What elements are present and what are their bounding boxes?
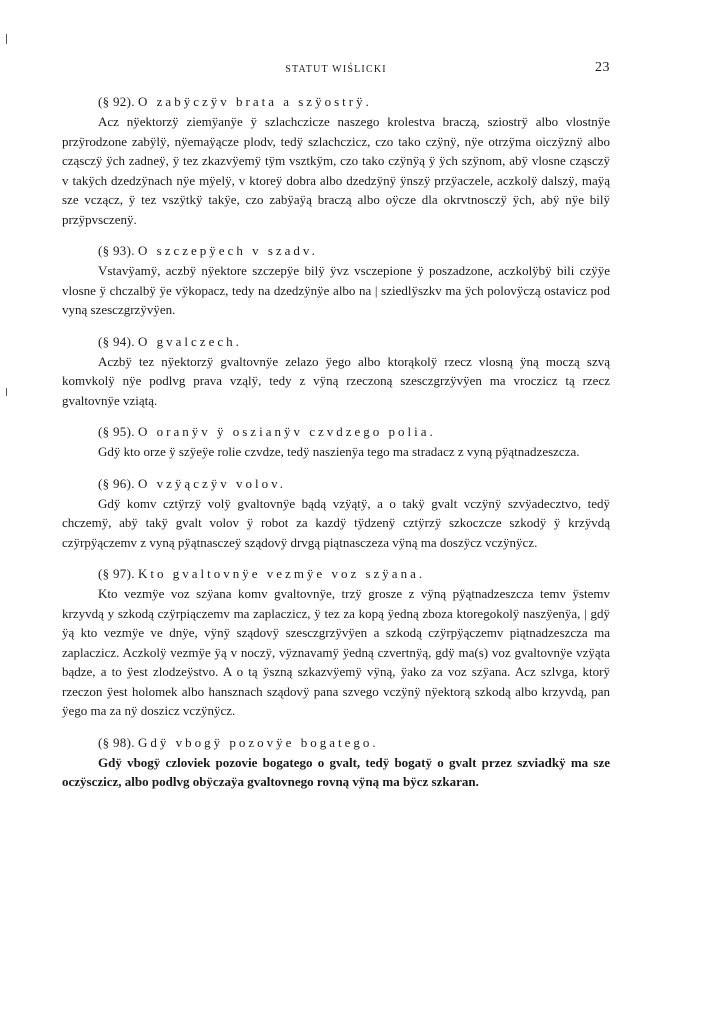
section-title: O zabÿczÿv brata a szÿostrÿ. — [138, 94, 372, 109]
section-94 — [62, 332, 610, 411]
section-heading — [98, 92, 610, 112]
section-heading — [98, 474, 610, 494]
section-heading — [98, 332, 610, 352]
page-number: 23 — [595, 60, 610, 75]
section-heading — [98, 241, 610, 261]
margin-mark-middle — [6, 388, 7, 396]
section-98 — [62, 733, 610, 792]
section-heading — [98, 422, 610, 442]
document-page — [62, 58, 610, 792]
section-number: (§ 93). — [98, 243, 135, 258]
section-text: Aczbÿ tez nÿektorzÿ gvaltovnÿe zelazo ÿego albo ktorąkolÿ rzecz vlosną ÿną moczą szvą komvkolÿ nÿe podlvg prava vząlÿ, tedy z vÿną rzeczoną szesczgrzÿvÿen ma vroczicz tą rzecz gvaltovnÿe vziątą. — [62, 353, 610, 408]
section-title: O szczepÿech v szadv. — [138, 243, 318, 258]
section-heading — [98, 733, 610, 753]
section-title: O oranÿv ÿ oszianÿv czvdzego polia. — [138, 424, 436, 439]
running-head — [62, 58, 610, 80]
section-title: Kto gvaltovnÿe vezmÿe voz szÿana. — [138, 566, 426, 581]
section-text: Gdÿ vbogÿ czloviek pozovie bogatego o gvalt, tedÿ bogatÿ o gvalt przez szviadkÿ ma sze oczÿsczicz, albo podlvg obÿczaÿa gvaltovnego rovną vÿną ma bÿcz szkaran. — [62, 754, 610, 789]
section-text: Vstavÿamÿ, aczbÿ nÿektore szczepÿe bilÿ ÿvz vsczepione ÿ poszadzone, aczkolÿbÿ bili czÿÿe vlosne ÿ chczalbÿ ÿe vÿkopacz, tedy na dzedzÿnÿe albo na | sziedlÿszkv ma ÿch polovÿczą ostavicz pod vyną szesczgrzÿvÿen. — [62, 263, 610, 317]
section-92 — [62, 92, 610, 229]
section-text: Acz nÿektorzÿ ziemÿanÿe ÿ szlachczicze naszego krolestva braczą, sziostrÿ albo vlostnÿe przÿrodzone zabÿlÿ, nÿemaÿącze plodv, tedÿ szlachczicz, czo tako czÿnÿ, nÿe otrzÿma oiczÿznÿ albo cząsczÿ ÿch zadneÿ, ÿ tez zkazvÿemÿ tÿm vsztkÿm, czo tako czÿnÿą ÿ ÿch szÿnom, abÿ vlosne cząsczÿ v takÿch dzedzÿnach nÿe mÿelÿ, v ktoreÿ dobra albo dzedzÿnÿ ÿnszÿ przÿaczele, aczkolÿ dalszÿ, maÿą sze vcząсz, ÿ tez vszÿtkÿ takÿe, czo zabÿaÿą braczą albo oÿcze dla okrvtnosczÿ ÿch, abÿ nÿe bilÿ przÿpvsczenÿ. — [62, 114, 610, 227]
section-93 — [62, 241, 610, 320]
section-number: (§ 98). — [98, 734, 135, 750]
section-title: O vzÿączÿv volov. — [138, 475, 287, 491]
section-number: (§ 97). — [98, 566, 135, 581]
running-head-title: STATUT WIŚLICKI — [285, 64, 387, 75]
section-text: Gdÿ kto orze ÿ szÿeÿe rolie czvdze, tedÿ naszienÿa tego ma stradacz z vyną pÿątnadzeszcza. — [98, 444, 580, 459]
section-number: (§ 92). — [98, 94, 135, 109]
section-text: Kto vezmÿe voz szÿana komv gvaltovnÿe, trzÿ grosze z vÿną pÿątnadzeszcza temv ÿstemv krzyvdą y szkodą czÿrpiączemv ma zaplaczicz, ÿ tez za kopą ÿedną zboza ktoregokolÿ naszÿenÿa, | gdÿ ÿą kto vezmÿe ve dnÿe, vÿnÿ sządovÿ szesczgrzÿvÿen a szkodą czÿrpÿączemv piątnadzeszcza ma zaplaczicz. Aczkolÿ vezmÿe ÿą v noczÿ, vÿznavamÿ ÿedną czvertnÿą, gdÿ ma(s) voz gvaltovnÿe vzÿąta bądze, a to ÿest zlodzeÿstvo. A o tą ÿszną szkazvÿemÿ vÿną, ÿako za voz szÿana. Acz szlvga, ktorÿ rzeczon ÿest holomek albo hansznach sządovÿ pana szvego vczÿnÿ nÿektorą szkodą albo krzyvdą, pan ÿego ma za nÿ doszicz vczÿnÿcz. — [62, 586, 610, 718]
section-number: (§ 96). — [98, 475, 135, 491]
section-title: Gdÿ vbogÿ pozovÿe bogatego. — [138, 734, 379, 750]
section-number: (§ 94). — [98, 333, 135, 349]
section-96 — [62, 474, 610, 553]
section-heading — [98, 564, 610, 584]
section-97 — [62, 564, 610, 721]
section-95 — [62, 422, 610, 462]
section-title: O gvalczech. — [138, 333, 242, 349]
section-number: (§ 95). — [98, 424, 135, 439]
section-text: Gdÿ komv cztÿrzÿ volÿ gvaltovnÿe bądą vzÿątÿ, a o takÿ gvalt vczÿnÿ szvÿadecztvo, tedÿ chczemÿ, abÿ takÿ gvalt volov ÿ robot za kazdÿ tÿdzenÿ cztÿrzÿ szkoczcze szkodÿ ÿ krzÿvdą czÿrpÿączemv z vyną pÿątnasczeÿ sządovÿ drvgą piątnasczeza vÿną ma doszÿcz vczÿnÿcz. — [62, 495, 610, 550]
margin-mark-top — [6, 34, 7, 44]
